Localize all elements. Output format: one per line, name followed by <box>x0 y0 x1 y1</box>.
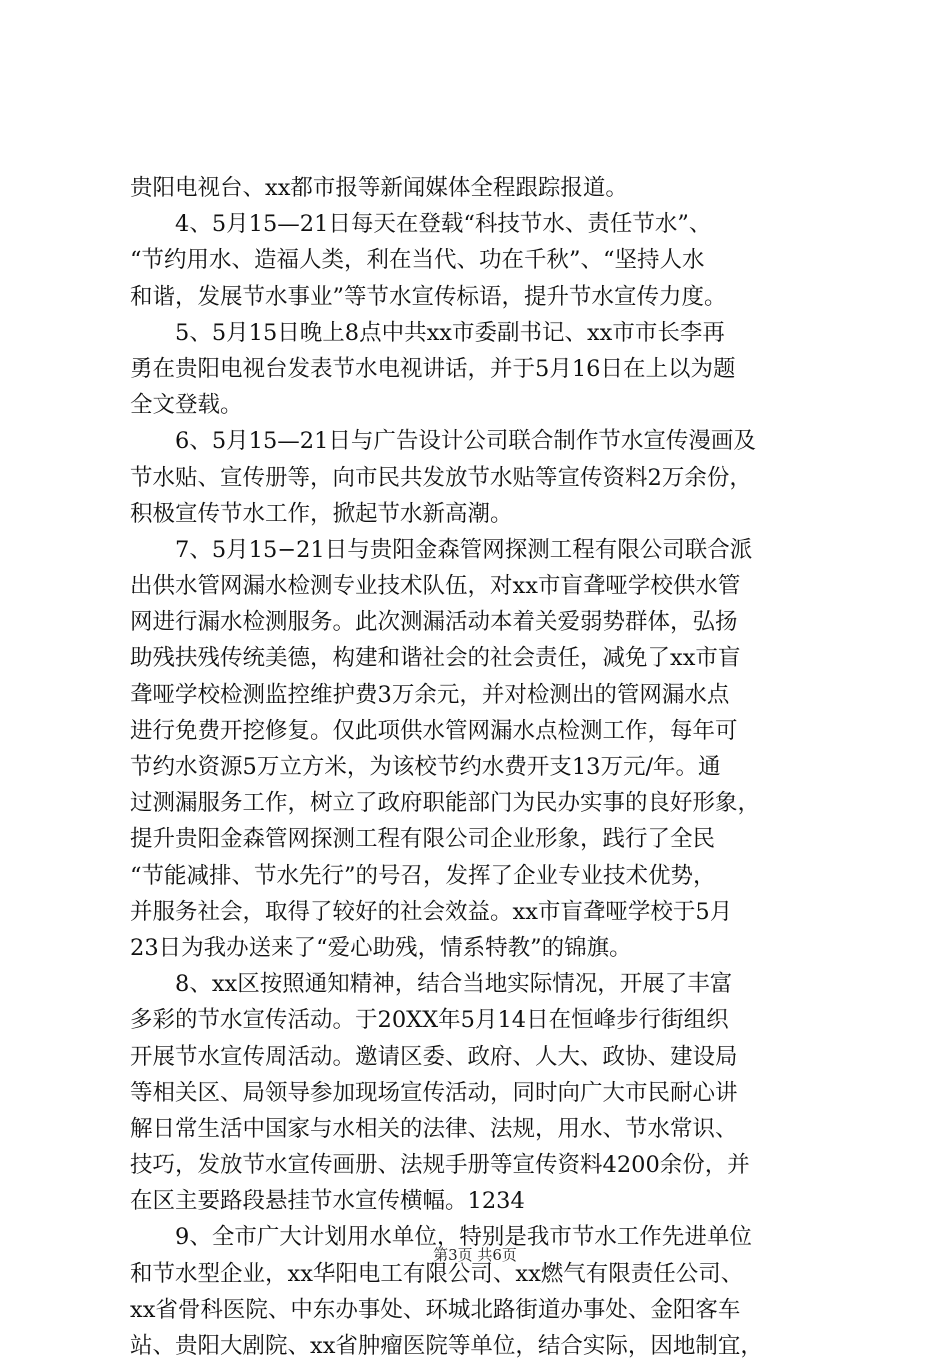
text-line: 全文登载。 <box>130 392 243 419</box>
text-line: 8、xx区按照通知精神，结合当地实际情况，开展了丰富 <box>175 971 733 998</box>
text-line: 5、5月15日晚上8点中共xx市委副书记、xx市市长李再 <box>175 319 725 346</box>
text-line: 助残扶残传统美德，构建和谐社会的社会责任，减免了xx市盲 <box>130 645 741 672</box>
text-line: 和节水型企业，xx华阳电工有限公司、xx燃气有限责任公司、 <box>130 1260 744 1287</box>
document-body <box>130 170 845 1364</box>
page-footer: 第3页 共6页 <box>433 1246 517 1264</box>
text-line: 节水贴、宣传册等，向市民共发放节水贴等宣传资料2万余份， <box>130 464 752 491</box>
text-line: 出供水管网漏水检测专业技术队伍，对xx市盲聋哑学校供水管 <box>130 573 741 600</box>
text-line: 提升贵阳金森管网探测工程有限公司企业形象，践行了全民 <box>130 826 716 853</box>
text-line: 等相关区、局领导参加现场宣传活动，同时向广大市民耐心讲 <box>130 1079 738 1106</box>
text-line: 9、全市广大计划用水单位，特别是我市节水工作先进单位 <box>175 1224 752 1251</box>
text-line: 4、5月15—21日每天在登载“科技节水、责任节水”、 <box>175 211 712 238</box>
text-line: 聋哑学校检测监控维护费3万余元，并对检测出的管网漏水点 <box>130 681 730 708</box>
text-line: 开展节水宣传周活动。邀请区委、政府、人大、政协、建设局 <box>130 1043 738 1070</box>
text-line: 进行免费开挖修复。仅此项供水管网漏水点检测工作，每年可 <box>130 717 738 744</box>
text-line: 解日常生活中国家与水相关的法律、法规，用水、节水常识、 <box>130 1115 738 1142</box>
text-line: 贵阳电视台、xx都市报等新闻媒体全程跟踪报道。 <box>130 175 628 201</box>
text-line: 网进行漏水检测服务。此次测漏活动本着关爱弱势群体，弘扬 <box>130 609 738 636</box>
text-line: 在区主要路段悬挂节水宣传横幅。1234 <box>130 1188 525 1215</box>
text-line: “节能减排、节水先行”的号召，发挥了企业专业技术优势， <box>130 862 716 889</box>
text-line: 多彩的节水宣传活动。于20XX年5月14日在恒峰步行街组织 <box>130 1007 729 1034</box>
text-line: xx省骨科医院、中东办事处、环城北路街道办事处、金阳客车 <box>130 1296 741 1323</box>
text-line: 过测漏服务工作，树立了政府职能部门为民办实事的良好形象， <box>130 790 761 817</box>
text-line: 7、5月15−21日与贵阳金森管网探测工程有限公司联合派 <box>175 536 753 563</box>
text-line: 积极宣传节水工作，掀起节水新高潮。 <box>130 500 513 527</box>
text-line: 技巧，发放节水宣传画册、法规手册等宣传资料4200余份，并 <box>130 1152 750 1179</box>
text-line: 23日为我办送来了“爱心助残，情系特教”的锦旗。 <box>130 934 632 961</box>
text-line: 和谐，发展节水事业”等节水宣传标语，提升节水宣传力度。 <box>130 283 727 310</box>
text-line: 节约水资源5万立方米，为该校节约水费开支13万元/年。通 <box>130 754 721 780</box>
text-line: 站、贵阳大剧院、xx省肿瘤医院等单位，结合实际，因地制宜， <box>130 1333 763 1359</box>
text-line: 并服务社会，取得了较好的社会效益。xx市盲聋哑学校于5月 <box>130 898 733 925</box>
text-line: 勇在贵阳电视台发表节水电视讲话，并于5月16日在上以为题 <box>130 355 736 382</box>
text-line: 6、5月15—21日与广告设计公司联合制作节水宣传漫画及 <box>175 428 756 455</box>
text-line: “节约用水、造福人类，利在当代、功在千秋”、“坚持人水 <box>130 247 705 274</box>
